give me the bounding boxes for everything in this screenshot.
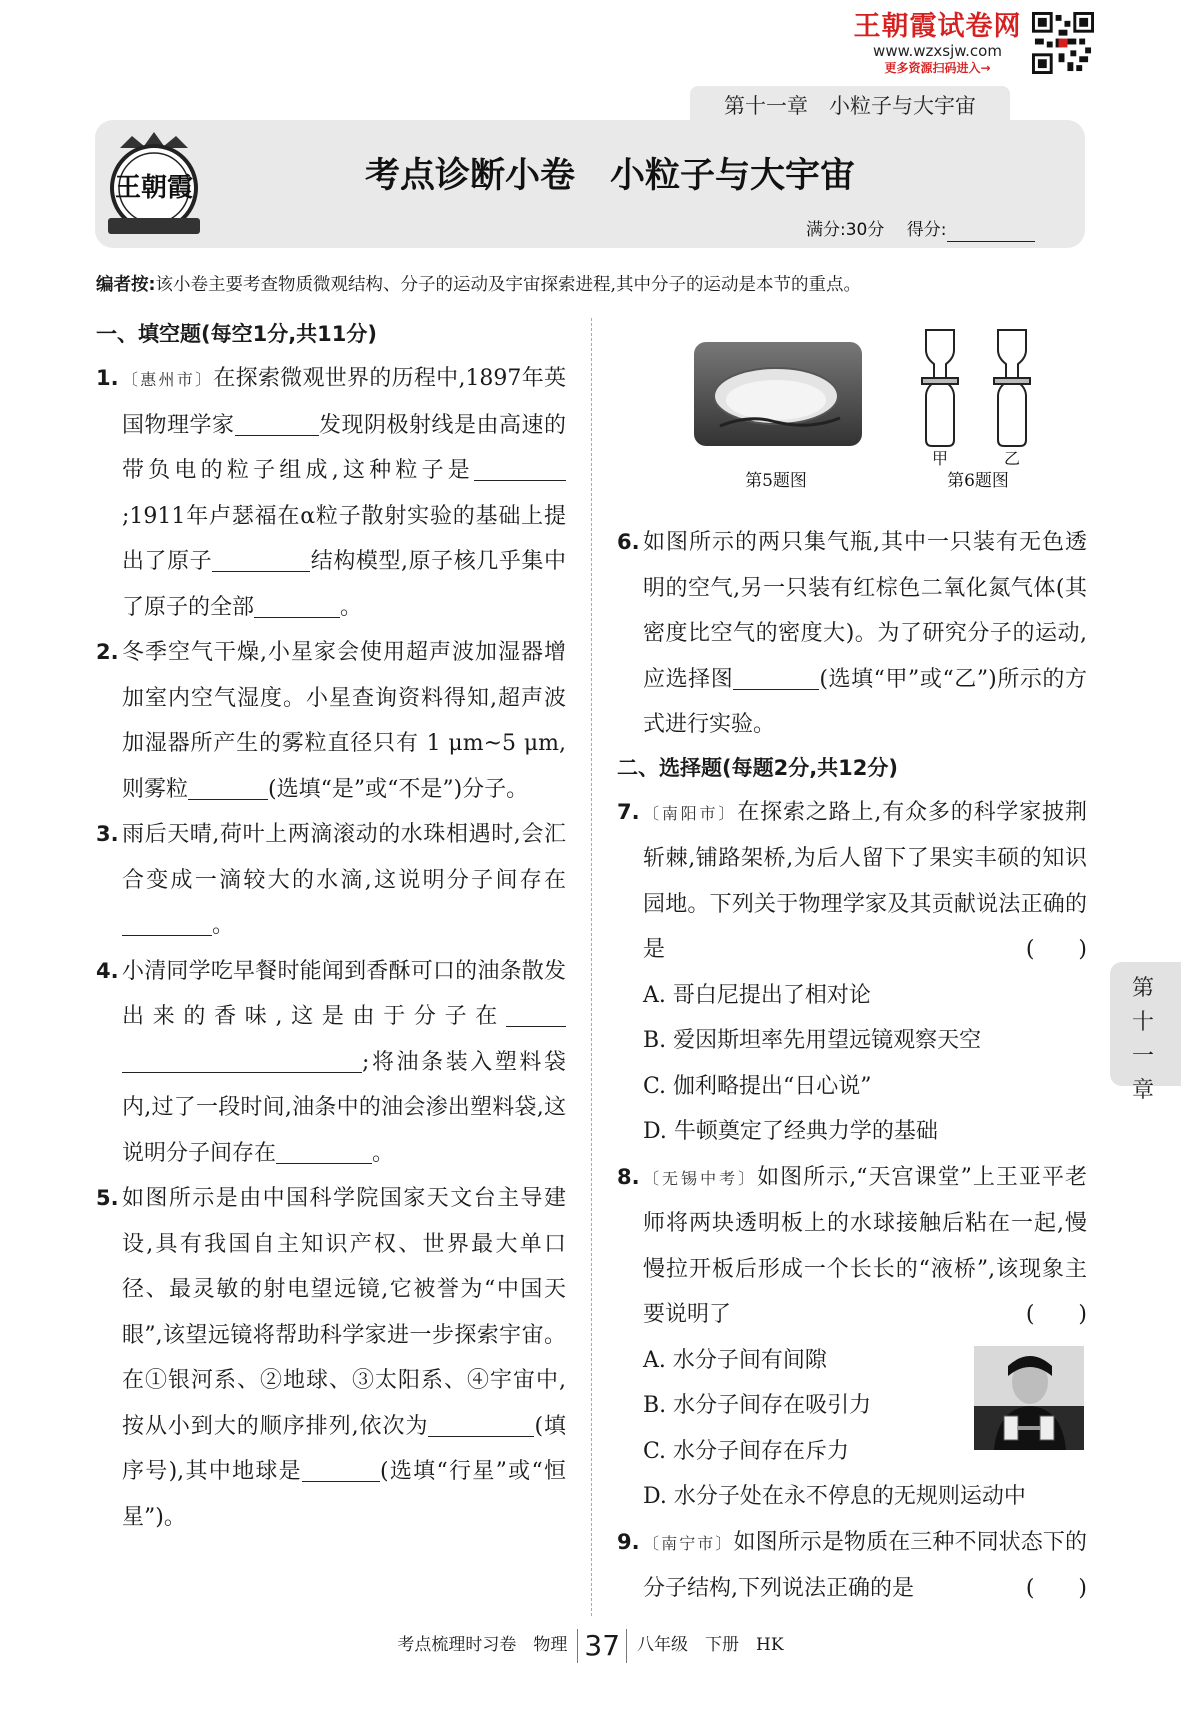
question-3: 3. 雨后天晴,荷叶上两滴滚动的水珠相遇时,会汇合变成一滴较大的水滴,这说明分子间存在。 bbox=[96, 812, 566, 949]
editor-text: 该小卷主要考查物质微观结构、分子的运动及宇宙探索进程,其中分子的运动是本节的重点。 bbox=[155, 275, 862, 295]
gas-bottles-diagram bbox=[922, 330, 1030, 446]
fig5-caption: 第5题图 bbox=[745, 471, 807, 491]
footer-grade: 八年级 下册 HK bbox=[637, 1635, 784, 1655]
answer-blank[interactable] bbox=[122, 909, 212, 936]
left-column bbox=[96, 318, 566, 1540]
question-number: 4. bbox=[96, 958, 119, 983]
option-b[interactable]: B. 水分子间存在吸引力 bbox=[643, 1393, 872, 1418]
answer-bracket[interactable]: ( ) bbox=[1025, 1302, 1087, 1327]
question-number: 1. bbox=[96, 366, 119, 390]
question-source: 〔南宁市〕 bbox=[643, 1533, 734, 1553]
question-number: 7. bbox=[617, 799, 640, 824]
fast-telescope-photo bbox=[694, 342, 862, 446]
liquid-bridge-photo bbox=[974, 1346, 1084, 1450]
score-line bbox=[806, 218, 1035, 242]
question-number: 9. bbox=[617, 1529, 640, 1554]
question-8: 8. 〔无锡中考〕如图所示,“天宫课堂”上王亚平老师将两块透明板上的水球接触后粘在一起,慢慢拉开板后形成一个长长的“液桥”,该现象主要说明了 ( ) bbox=[617, 1155, 1087, 1338]
score-blank[interactable] bbox=[947, 223, 1035, 242]
brand-block bbox=[840, 12, 1035, 76]
option-b[interactable]: B. 爱因斯坦率先用望远镜观察天空 bbox=[643, 1028, 982, 1053]
answer-blank[interactable] bbox=[212, 545, 310, 572]
column-divider bbox=[591, 318, 592, 1616]
page-title: 考点诊断小卷 小粒子与大宇宙 bbox=[364, 156, 855, 196]
option-d[interactable]: D. 牛顿奠定了经典力学的基础 bbox=[643, 1119, 938, 1144]
fig6-caption: 第6题图 bbox=[947, 471, 1009, 491]
question-5: 5. 如图所示是由中国科学院国家天文台主导建设,具有我国自主知识产权、世界最大单口径、最灵敏的射电望远镜,它被誉为“中国天眼”,该望远镜将帮助科学家进一步探索宇宙。在①银河系、②地球、③太阳系、④宇宙中,按从小到大的顺序排列,依次为 (填序号),其中地球是 (选填“行星”或“恒星”)。 bbox=[96, 1176, 566, 1540]
full-score: 满分:30分 bbox=[806, 220, 885, 240]
question-number: 2. bbox=[96, 640, 119, 664]
editor-note bbox=[96, 272, 1086, 298]
question-number: 5. bbox=[96, 1186, 119, 1210]
option-c[interactable]: C. 伽利略提出“日心说” bbox=[643, 1073, 872, 1099]
figures-5-6 bbox=[690, 326, 1090, 496]
question-1: 1. 〔惠州市〕在探索微观世界的历程中,1897年英国物理学家 发现阴极射线是由高速的带负电的粒子组成,这种粒子是;1911年卢瑟福在α粒子散射实验的基础上提出了原子 结构模型,原子核几乎集中了原子的全部 。 bbox=[96, 356, 566, 630]
answer-blank[interactable] bbox=[276, 1137, 372, 1164]
question-source: 〔无锡中考〕 bbox=[643, 1168, 758, 1188]
section-choice-title: 二、选择题(每题2分,共12分) bbox=[617, 755, 899, 780]
chapter-tab: 第十一章 小粒子与大宇宙 bbox=[690, 86, 1010, 126]
answer-bracket[interactable]: ( ) bbox=[1025, 1576, 1087, 1601]
question-number: 3. bbox=[96, 822, 119, 846]
answer-blank[interactable] bbox=[254, 591, 340, 618]
answer-blank[interactable] bbox=[122, 1046, 362, 1073]
publisher-logo-icon bbox=[102, 126, 206, 238]
option-a[interactable]: A. 水分子间有间隙 bbox=[643, 1347, 827, 1373]
question-source: 〔南阳市〕 bbox=[643, 803, 738, 823]
fig6-label-jia: 甲 bbox=[931, 449, 949, 468]
page-footer bbox=[0, 1624, 1181, 1666]
question-7: 7. 〔南阳市〕在探索之路上,有众多的科学家披荆斩棘,铺路架桥,为后人留下了果实丰硕的知识园地。下列关于物理学家及其贡献说法正确的是 ( ) bbox=[617, 790, 1087, 973]
answer-blank[interactable] bbox=[733, 663, 819, 690]
answer-blank[interactable] bbox=[428, 1410, 534, 1437]
qr-code-icon[interactable] bbox=[1032, 12, 1094, 74]
option-c[interactable]: C. 水分子间存在斥力 bbox=[643, 1438, 850, 1464]
option-a[interactable]: A. 哥白尼提出了相对论 bbox=[643, 982, 871, 1008]
answer-blank[interactable] bbox=[235, 409, 319, 436]
fig6-label-yi: 乙 bbox=[1003, 449, 1021, 468]
question-source: 〔惠州市〕 bbox=[122, 370, 214, 389]
question-9: 9. 〔南宁市〕如图所示是物质在三种不同状态下的分子结构,下列说法正确的是 ( ) bbox=[617, 1520, 1087, 1612]
question-number: 6. bbox=[617, 530, 640, 554]
section-fill-blank-title: 一、填空题(每空1分,共11分) bbox=[96, 322, 378, 346]
brand-url[interactable]: www.wzxsjw.com bbox=[873, 42, 1002, 60]
answer-bracket[interactable]: ( ) bbox=[1025, 937, 1087, 962]
question-2: 2. 冬季空气干燥,小星家会使用超声波加湿器增加室内空气湿度。小星查询资料得知,超声波加湿器所产生的雾粒直径只有 1 μm~5 μm,则雾粒 (选填“是”或“不是”)分子。 bbox=[96, 630, 566, 812]
footer-book-title: 考点梳理时习卷 物理 bbox=[397, 1635, 568, 1655]
logo-text: 王朝霞 bbox=[114, 173, 194, 203]
answer-blank[interactable] bbox=[474, 454, 566, 481]
brand-scan-hint: 更多资源扫码进入→ bbox=[884, 61, 991, 75]
editor-label: 编者按: bbox=[96, 275, 156, 295]
page-number: 37 bbox=[577, 1629, 627, 1663]
chapter-side-tab-label: 第十一章 bbox=[1131, 976, 1154, 1103]
brand-name: 王朝霞试卷网 bbox=[853, 11, 1022, 42]
option-d[interactable]: D. 水分子处在永不停息的无规则运动中 bbox=[643, 1484, 1026, 1509]
score-label: 得分: bbox=[906, 220, 947, 240]
answer-blank[interactable] bbox=[506, 1000, 566, 1027]
answer-blank[interactable] bbox=[302, 1455, 380, 1482]
question-4: 4. 小清同学吃早餐时能闻到香酥可口的油条散发出来的香味,这是由于分子在;将油条装入塑料袋内,过了一段时间,油条中的油会渗出塑料袋,这说明分子间存在 。 bbox=[96, 949, 566, 1177]
question-number: 8. bbox=[617, 1164, 640, 1189]
answer-blank[interactable] bbox=[188, 773, 268, 800]
question-6: 6. 如图所示的两只集气瓶,其中一只装有无色透明的空气,另一只装有红棕色二氧化氮气体(其密度比空气的密度大)。为了研究分子的运动,应选择图 (选填“甲”或“乙”)所示的方式进行实验。 bbox=[617, 520, 1087, 748]
